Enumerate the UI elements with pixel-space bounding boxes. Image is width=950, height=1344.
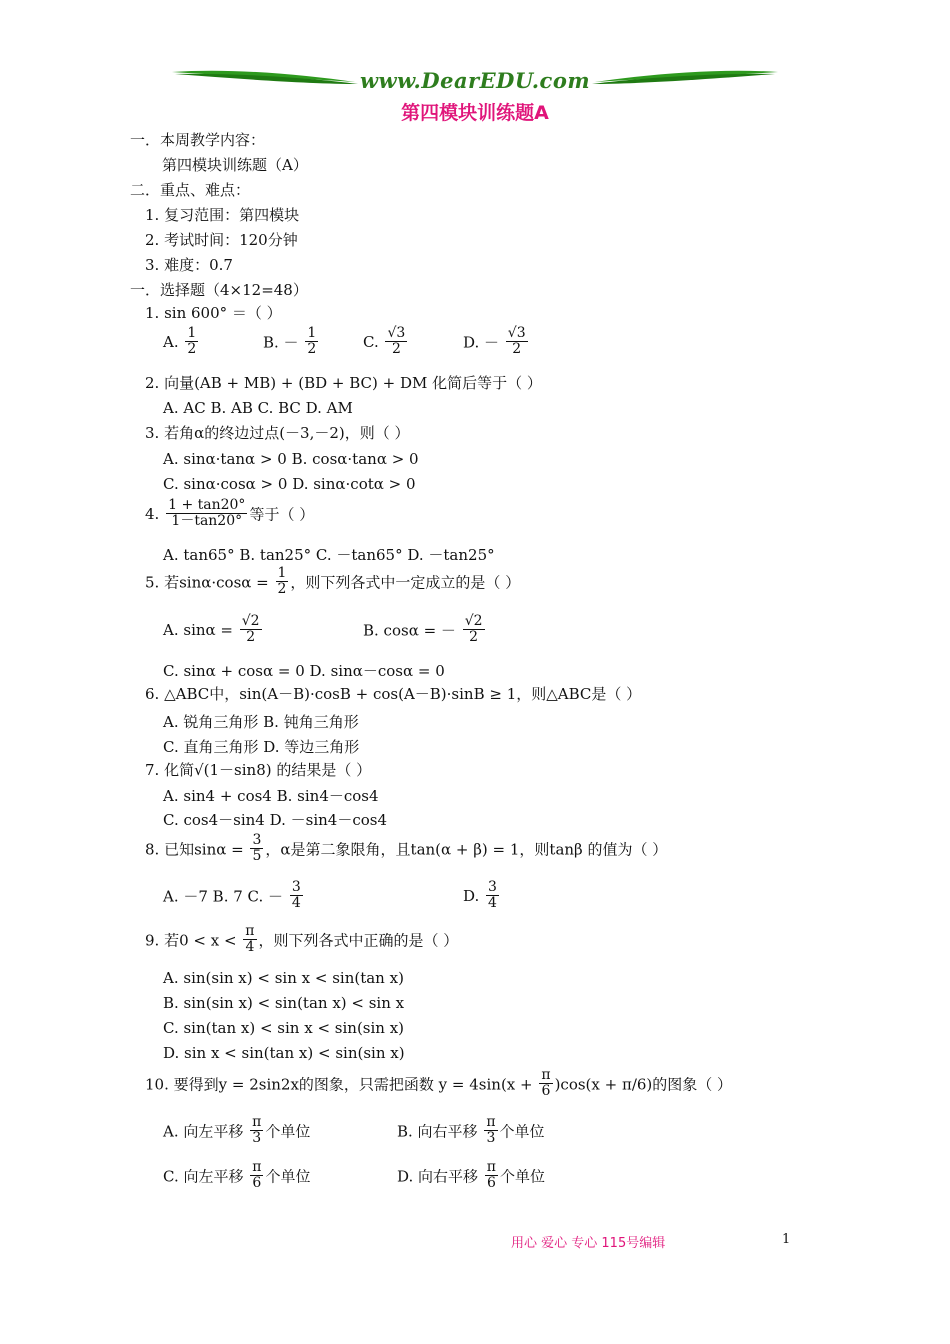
fraction-numerator: π [486,1114,496,1130]
text-line: 7. 化简√(1－sin8) 的结果是（ ） [145,761,372,779]
fraction-line [163,1160,310,1192]
fraction [539,1068,552,1100]
footer-slogan: 用心 爱心 专心 115号编辑 [511,1236,666,1251]
fraction-denominator: 4 [291,895,301,912]
text-line: 1. sin 600° ＝（ ） [145,304,282,322]
fraction-numerator: 1 + tan20° [168,497,246,513]
fraction [290,880,303,912]
fraction-line [163,1115,310,1147]
fraction-suffix: 个单位 [500,1167,546,1186]
fraction-prefix: 8. 已知sinα = [145,840,249,859]
fraction-numerator: √3 [507,325,526,341]
fraction [486,880,499,912]
fraction-prefix: D. 向右平移 [397,1167,483,1186]
fraction-denominator: 4 [488,895,497,912]
site-logo: www.DearEDU.com [359,68,591,93]
fraction-denominator: 1－tan20° [171,513,243,530]
text-line: C. cos4－sin4 D. －sin4－cos4 [163,811,388,829]
fraction-denominator: 2 [391,341,401,358]
text-line: C. 直角三角形 D. 等边三角形 [163,738,360,756]
fraction [250,833,263,865]
fraction-prefix: B. － [263,333,304,352]
fraction [485,1160,498,1192]
fraction [250,1115,263,1147]
text-line: A. AC B. AB C. BC D. AM [163,399,353,417]
text-line: A. sinα·tanα > 0 B. cosα·tanα > 0 [163,450,419,468]
fraction [463,614,485,646]
fraction-denominator: 2 [307,341,317,358]
text-line: A. 锐角三角形 B. 钝角三角形 [163,713,359,731]
text-line: C. sin(tan x) < sin x < sin(sin x) [163,1019,405,1037]
fraction-prefix: D. [463,886,485,905]
fraction-line [163,614,264,646]
fraction-prefix: C. 向左平移 [163,1167,249,1186]
text-line: A. sin(sin x) < sin x < sin(tan x) [163,969,404,987]
text-line: D. sin x < sin(tan x) < sin(sin x) [163,1044,405,1062]
fraction-numerator: 1 [277,565,287,581]
text-line: 3. 若角α的终边过点(－3,－2)，则（ ） [145,424,410,442]
fraction-line [145,498,314,530]
fraction-prefix: A. sinα = [163,620,238,639]
text-line: 一．本周教学内容： [130,131,266,149]
fraction-suffix: 等于（ ） [249,505,315,524]
text-line: 一．选择题（4×12=48） [130,281,308,299]
fraction-suffix: 个单位 [265,1167,311,1186]
fraction-denominator: 6 [252,1175,262,1192]
fraction [385,326,407,358]
fraction-denominator: 2 [512,341,522,358]
fraction-numerator: π [486,1159,496,1175]
fraction-suffix: )cos(x + π/6)的图象（ ） [554,1075,733,1094]
fraction-line [397,1160,545,1192]
fraction-denominator: 2 [246,629,256,646]
fraction-denominator: 3 [252,1130,262,1147]
fraction-prefix: A. 向左平移 [163,1122,249,1141]
fraction-prefix: B. cosα = － [363,621,461,640]
fraction-numerator: 1 [187,325,197,341]
fraction-numerator: √2 [241,613,260,629]
fraction-prefix: C. [363,332,384,351]
fraction-numerator: √2 [464,613,483,629]
site-header [170,64,780,98]
fraction-numerator: π [252,1114,262,1130]
fraction-denominator: 5 [252,848,262,865]
fraction-line [145,566,520,598]
fraction-numerator: 1 [307,325,317,341]
fraction [276,566,289,598]
fraction-prefix: 4. [145,504,165,523]
text-line: 2. 考试时间：120分钟 [145,231,298,249]
text-line: B. sin(sin x) < sin(tan x) < sin x [163,994,405,1012]
fraction-prefix: 5. 若sinα·cosα = [145,573,274,592]
text-line: 6. △ABC中，sin(A－B)·cosB + cos(A－B)·sinB ≥ 1，则△ABC是（ ） [145,685,642,703]
fraction-suffix: ，α是第二象限角，且tan(α + β) = 1，则tanβ 的值为（ ） [265,840,668,859]
text-line: 2. 向量(AB + MB) + (BD + BC) + DM 化简后等于（ ） [145,374,542,392]
fraction-prefix: 10. 要得到y = 2sin2x的图象，只需把函数 y = 4sin(x + [145,1075,538,1094]
fraction [166,498,247,530]
fraction-denominator: 3 [486,1130,496,1147]
fraction-line [463,880,501,912]
fraction-line [145,833,667,865]
fraction-line [363,326,409,358]
fraction [305,326,318,358]
fraction-denominator: 6 [541,1083,551,1100]
fraction-line [463,326,530,358]
fraction-numerator: π [252,1159,262,1175]
fraction-numerator: π [245,923,255,939]
fraction-line [163,326,200,358]
fraction-numerator: √3 [387,325,406,341]
text-line: A. sin4 + cos4 B. sin4－cos4 [163,787,379,805]
fraction-prefix: A. －7 B. 7 C. － [163,887,288,906]
fraction-line [363,614,487,646]
fraction-line [397,1115,545,1147]
fraction-line [163,880,305,912]
fraction-suffix: 个单位 [265,1122,311,1141]
fraction-line [263,326,320,358]
text-line: 第四模块训练题（A） [162,156,308,174]
fraction-denominator: 4 [245,939,255,956]
fraction-suffix: ，则下列各式中一定成立的是（ ） [290,573,521,592]
fraction-denominator: 2 [277,581,287,598]
fraction-suffix: ，则下列各式中正确的是（ ） [258,931,459,950]
fraction-prefix: 9. 若0 < x < [145,931,242,950]
fraction-numerator: 3 [488,879,497,895]
fraction-denominator: 6 [486,1175,496,1192]
fraction-prefix: B. 向右平移 [397,1122,483,1141]
fraction [185,326,198,358]
fraction-numerator: 3 [291,879,301,895]
fraction-numerator: 3 [252,832,262,848]
fraction-denominator: 2 [469,629,479,646]
fraction [506,326,528,358]
fraction-denominator: 2 [187,341,197,358]
fraction-line [145,924,458,956]
fraction [484,1115,497,1147]
text-line: C. sinα + cosα = 0 D. sinα－cosα = 0 [163,662,445,680]
fraction-line [145,1068,732,1100]
fraction [243,924,256,956]
fraction-prefix: D. － [463,333,504,352]
fraction [240,614,262,646]
fraction-suffix: 个单位 [499,1122,545,1141]
fraction-prefix: A. [163,332,184,351]
page-title: 第四模块训练题A [401,102,549,124]
text-line: A. tan65° B. tan25° C. －tan65° D. －tan25° [163,546,495,564]
text-line: 1. 复习范围：第四模块 [145,206,300,224]
text-line: C. sinα·cosα > 0 D. sinα·cotα > 0 [163,475,416,493]
page-number: 1 [782,1232,791,1247]
fraction [250,1160,263,1192]
text-line: 二．重点、难点： [130,181,251,199]
text-line: 3. 难度：0.7 [145,256,233,274]
fraction-numerator: π [541,1067,551,1083]
